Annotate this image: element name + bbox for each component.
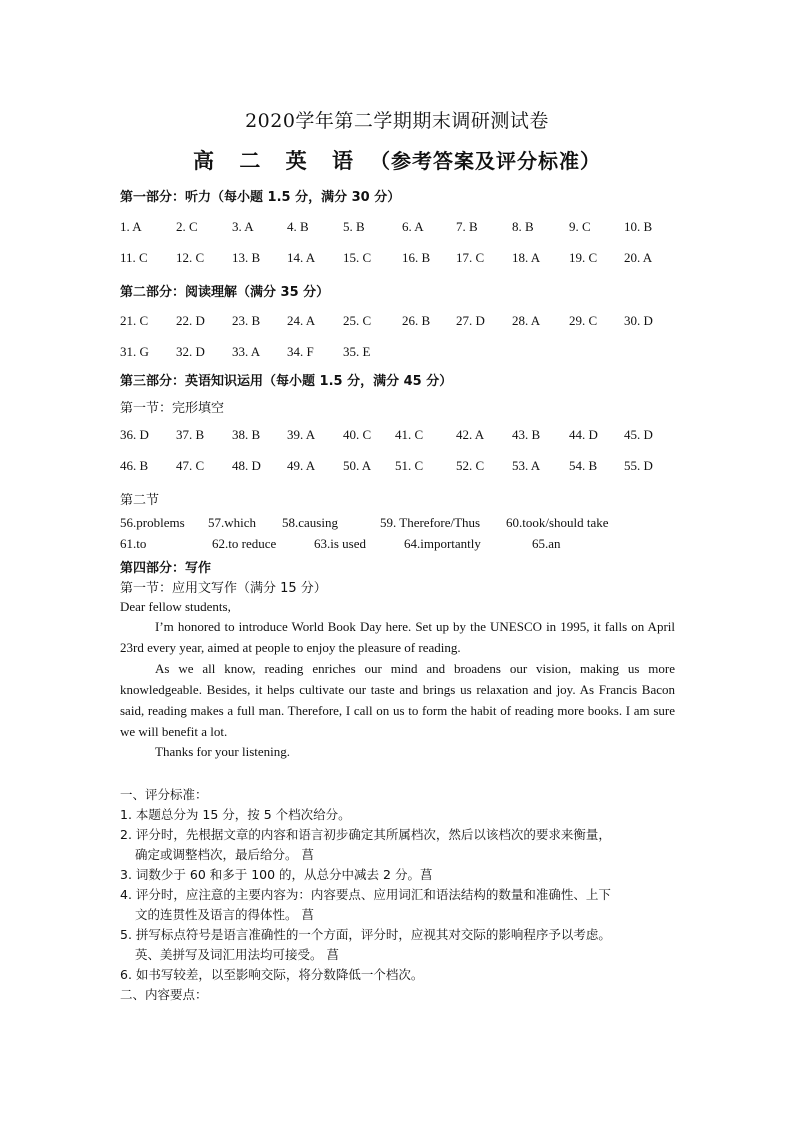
answer-row: [120, 427, 680, 445]
answer-item: 41. C: [395, 427, 424, 442]
answer-item: 4. B: [287, 219, 309, 234]
answer-item: 13. B: [232, 250, 261, 265]
answer-item: 48. D: [232, 458, 261, 473]
answer-item: 54. B: [569, 458, 598, 473]
letter-paragraph: I’m honored to introduce World Book Day here. Set up by the UNESCO in 1995, it falls on April 23rd every year, aimed at people to enjoy the pleasure of reading.: [120, 619, 675, 655]
answer-item: 44. D: [569, 427, 598, 442]
answer-item: 33. A: [232, 344, 261, 359]
answer-item: 3. A: [232, 219, 254, 234]
answer-item: 30. D: [624, 313, 653, 328]
answer-item: 47. C: [176, 458, 205, 473]
answer-item: 31. G: [120, 344, 149, 359]
answer-item: 6. A: [402, 219, 424, 234]
answer-item: 1. A: [120, 219, 142, 234]
scoring-item-continued: 确定或调整档次，最后给分。 菖: [135, 847, 314, 862]
subject-label: 高 二 英 语: [193, 148, 362, 173]
answer-row: [120, 458, 680, 476]
answer-item: 40. C: [343, 427, 372, 442]
fill-answer: 56.problems: [120, 515, 185, 530]
fill-answer: 61.to: [120, 536, 147, 551]
answer-item: 20. A: [624, 250, 653, 265]
answer-item: 26. B: [402, 313, 431, 328]
letter-closing: Thanks for your listening.: [155, 744, 291, 759]
fill-answer: 63.is used: [314, 536, 366, 551]
answer-item: 52. C: [456, 458, 485, 473]
scoring-item-continued: 文的连贯性及语言的得体性。 菖: [135, 907, 314, 922]
part3-section2-label: 第二节: [120, 493, 160, 508]
answer-item: 55. D: [624, 458, 653, 473]
answer-item: 11. C: [120, 250, 148, 265]
answer-item: 39. A: [287, 427, 316, 442]
answer-item: 23. B: [232, 313, 261, 328]
fill-answer: 59. Therefore/Thus: [380, 515, 481, 530]
answer-item: 27. D: [456, 313, 485, 328]
answer-row: [120, 219, 680, 237]
answer-item: 24. A: [287, 313, 316, 328]
scoring-heading: 一、评分标准：: [120, 787, 208, 802]
part2-heading: 第二部分：阅读理解（满分 35 分）: [120, 285, 330, 300]
page-title: 2020学年第二学期期末调研测试卷: [245, 110, 549, 132]
page-subtitle: [0, 145, 794, 175]
answer-item: 2. C: [176, 219, 198, 234]
answer-item: 16. B: [402, 250, 431, 265]
answer-item: 35. E: [343, 344, 371, 359]
answer-item: 18. A: [512, 250, 541, 265]
answer-item: 22. D: [176, 313, 205, 328]
answer-item: 25. C: [343, 313, 372, 328]
answer-item: 49. A: [287, 458, 316, 473]
answer-item: 51. C: [395, 458, 424, 473]
answer-item: 7. B: [456, 219, 478, 234]
answer-item: 21. C: [120, 313, 149, 328]
answer-item: 53. A: [512, 458, 541, 473]
answer-item: 15. C: [343, 250, 372, 265]
answer-item: 45. D: [624, 427, 653, 442]
answer-item: 46. B: [120, 458, 149, 473]
scoring-item-continued: 英、美拼写及词汇用法均可接受。 菖: [135, 947, 339, 962]
answer-item: 17. C: [456, 250, 485, 265]
part4-section1-label: 第一节：应用文写作（满分 15 分）: [120, 581, 327, 596]
scoring-standards: [120, 785, 680, 1005]
fill-answer: 60.took/should take: [506, 515, 609, 530]
answer-item: 37. B: [176, 427, 205, 442]
fill-answer: 57.which: [208, 515, 257, 530]
fill-answer: 64.importantly: [404, 536, 481, 551]
answer-item: 36. D: [120, 427, 149, 442]
scoring-item: 3. 词数少于 60 和多于 100 的，从总分中减去 2 分。菖: [120, 867, 433, 882]
answer-item: 32. D: [176, 344, 205, 359]
answer-item: 5. B: [343, 219, 365, 234]
part3-heading: 第三部分：英语知识运用（每小题 1.5 分，满分 45 分）: [120, 374, 453, 389]
answer-item: 8. B: [512, 219, 534, 234]
answer-row: [120, 344, 680, 362]
fill-answer: 65.an: [532, 536, 561, 551]
answer-item: 43. B: [512, 427, 541, 442]
part3-section1-label: 第一节：完形填空: [120, 401, 225, 416]
answer-item: 10. B: [624, 219, 653, 234]
scoring-item: 4. 评分时，应注意的主要内容为：内容要点、应用词汇和语法结构的数量和准确性、上下: [120, 887, 611, 902]
subtitle-note: （参考答案及评分标准）: [369, 149, 601, 173]
scoring-item: 2. 评分时，先根据文章的内容和语言初步确定其所属档次，然后以该档次的要求来衡量，: [120, 827, 611, 842]
scoring-item: 1. 本题总分为 15 分，按 5 个档次给分。: [120, 807, 351, 822]
answer-item: 29. C: [569, 313, 598, 328]
scoring-item: 5. 拼写标点符号是语言准确性的一个方面，评分时，应视其对交际的影响程序予以考虑。: [120, 927, 611, 942]
answer-item: 19. C: [569, 250, 598, 265]
fill-answer: 62.to reduce: [212, 536, 277, 551]
scoring-item: 6. 如书写较差，以至影响交际，将分数降低一个档次。: [120, 967, 424, 982]
answer-item: 38. B: [232, 427, 261, 442]
letter-paragraph: As we all know, reading enriches our mind and broadens our vision, making us more knowledgeable. Besides, it helps cultivate our taste and brings us relaxation and joy. As Francis Bacon said, reading makes a full man. Therefore, I call on us to form the habit of reading more books. I am sure we will benefit a lot.: [120, 661, 675, 739]
letter-greeting: Dear fellow students,: [120, 599, 231, 614]
fill-answer: 58.causing: [282, 515, 338, 530]
answer-item: 28. A: [512, 313, 541, 328]
content-points-heading: 二、内容要点：: [120, 987, 208, 1002]
answer-row: [120, 250, 680, 268]
answer-item: 9. C: [569, 219, 591, 234]
answer-item: 12. C: [176, 250, 205, 265]
answer-item: 50. A: [343, 458, 372, 473]
answer-row: [120, 313, 680, 331]
part1-heading: 第一部分：听力（每小题 1.5 分，满分 30 分）: [120, 190, 401, 205]
answer-item: 42. A: [456, 427, 485, 442]
answer-item: 14. A: [287, 250, 316, 265]
part4-heading: 第四部分：写作: [120, 561, 212, 576]
answer-item: 34. F: [287, 344, 314, 359]
